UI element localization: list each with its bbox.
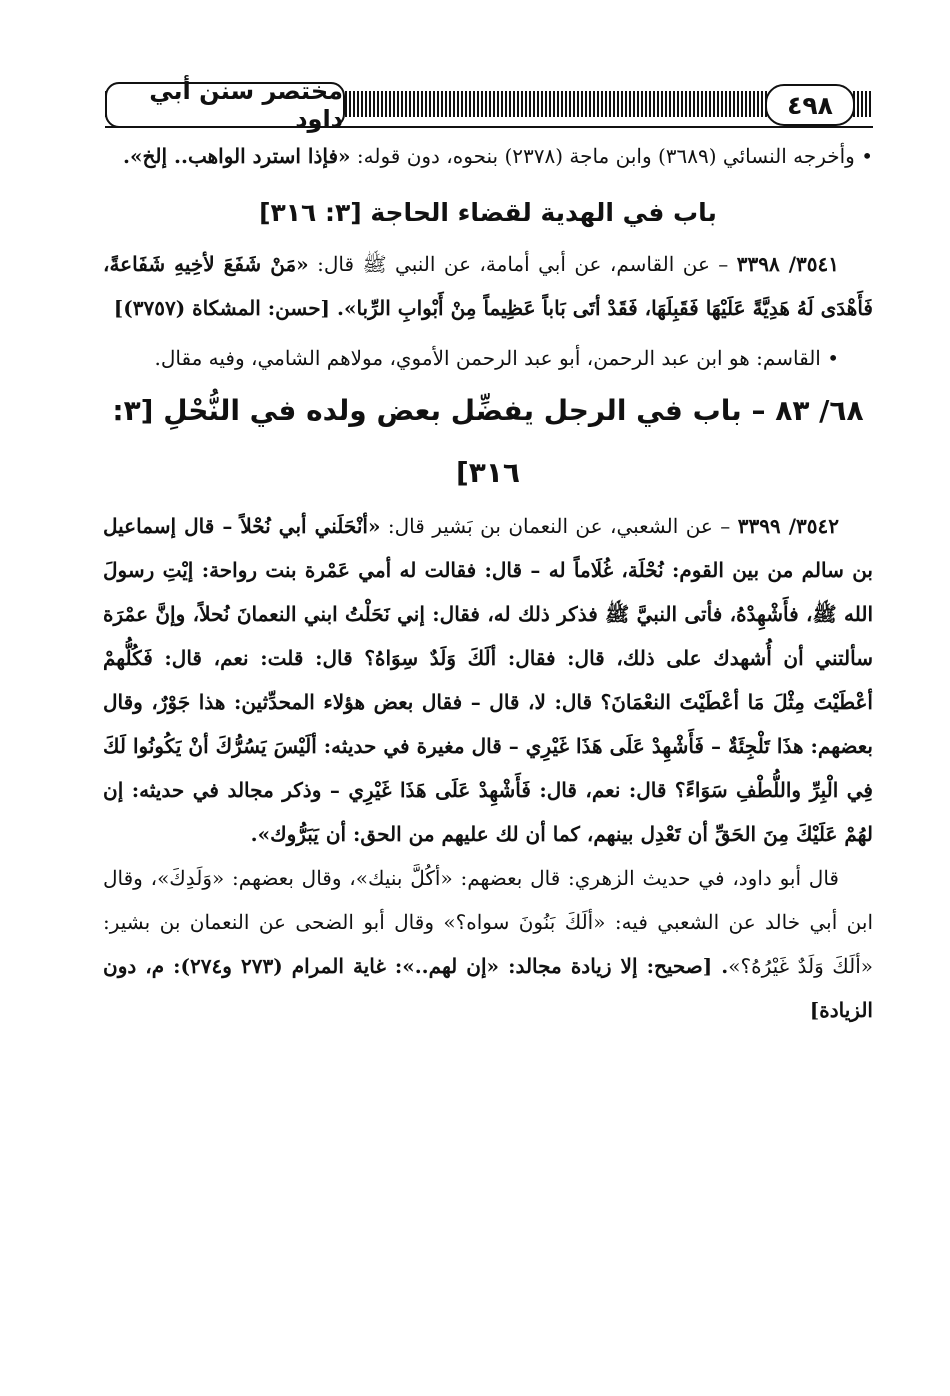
top-note — [103, 134, 873, 178]
section1-narration: – عن القاسم، عن أبي أمامة، عن النبي ﷺ قال: — [308, 252, 737, 276]
section2-narration: – عن الشعبي، عن النعمان بن بَشير قال: — [380, 514, 738, 538]
section1-quote: «مَنْ شَفَعَ لأخِيهِ شَفَاعةً، فَأَهْدَى لَهُ هَدِيَّةً عَلَيْهَا فَقَبِلَهَا، فَقَدْ أتَى بَاباً عَظِيماً مِنْ أَبْوابِ الرِّبا» — [103, 252, 873, 320]
section1-hadith-number: ٣٥٤١/ ٣٣٩٨ — [736, 252, 840, 276]
section2-grading: . [صحيح: إلا زيادة مجالد: «إن لهم..»: غاية المرام (٢٧٣ و٢٧٤): م، دون الزيادة] — [103, 954, 873, 1022]
top-note-quote: «فإذا استرد الواهب.. إلخ». — [123, 144, 351, 168]
section2-abu-dawud-note — [103, 856, 873, 1032]
page-number-badge: ٤٩٨ — [765, 84, 855, 126]
section1-grading: . [حسن: المشكاة (٣٧٥٧)] — [113, 296, 344, 320]
page-content — [103, 134, 873, 1032]
section1-hadith — [103, 242, 873, 330]
page-header — [105, 77, 873, 133]
section1-note: • القاسم: هو ابن عبد الرحمن، أبو عبد الرحمن الأموي، مولاهم الشامي، وفيه مقال. — [154, 346, 839, 370]
section1-title: باب في الهدية لقضاء الحاجة [٣: ٣١٦] — [259, 198, 717, 227]
section2-hadith-number: ٣٥٤٢/ ٣٣٩٩ — [737, 514, 839, 538]
section2-body: «أنْحَلَني أبي نُحْلاً – قال إسماعيل بن سالم من بين القوم: نُحْلَة، غُلَاماً له – قال: فقالت له أمي عَمْرة بنت رواحة: إيْتِ رسولَ الله ﷺ، فأَشْهِدْهُ، فأتى النبيَّ ﷺ فذكر ذلك له، فقال: إني نَحَلْتُ ابني النعمانَ نُحلاً، وإنَّ عمْرَة سألتني أن أُشهدك على ذلك، قال: فقال: ألَكَ وَلَدٌ سِوَاهُ؟ قال: قلت: نعم، قال: فَكُلُّهمْ أعْطَيْتَ مِثْلَ مَا أعْطَيْتَ النعْمَانَ؟ قال: لا، قال – فقال بعض هؤلاء المحدِّثين: هذا جَوْرٌ، وقال بعضهم: هذَا تَلْجِئَةٌ – فَأَشْهِدْ عَلَى هَذَا غَيْرِي – قال مغيرة في حديثه: ألَيْسَ يَسُرُّكَ أنْ يَكُونُوا لَكَ فِي الْبِرِّ واللُّطْفِ سَوَاءً؟ قال: نعم، قال: فَأَشْهِدْ عَلَى هَذَا غَيْرِي – وذكر مجالد في حديثه: إن لهُمْ عَلَيْكَ مِنَ الحَقِّ أن تَعْدِل بينهم، كما أن لك عليهم من الحق: أن يَبَرُّوك». — [103, 514, 873, 846]
section2-title: ٦٨/ ٨٣ – باب في الرجل يفضِّل بعض ولده في النُّحْلِ [٣: ٣١٦] — [112, 394, 864, 489]
top-note-text: وأخرجه النسائي (٣٦٨٩) وابن ماجة (٢٣٧٨) بنحوه، دون قوله: — [350, 144, 855, 168]
abu-dawud-note-text: قال أبو داود، في حديث الزهري: قال بعضهم: «أكُلَّ بنيك»، وقال بعضهم: «وَلَدِكَ»، وقال ابن أبي خالد عن الشعبي فيه: «ألَكَ بَنُونَ سواه؟» وقال أبو الضحى عن النعمان بن بشير: «ألَكَ وَلَدٌ غَيْرُهُ؟» — [103, 866, 873, 978]
section2-hadith — [103, 504, 873, 856]
bullet: • — [861, 144, 873, 168]
book-title-box: مختصر سنن أبي داود — [105, 82, 345, 128]
